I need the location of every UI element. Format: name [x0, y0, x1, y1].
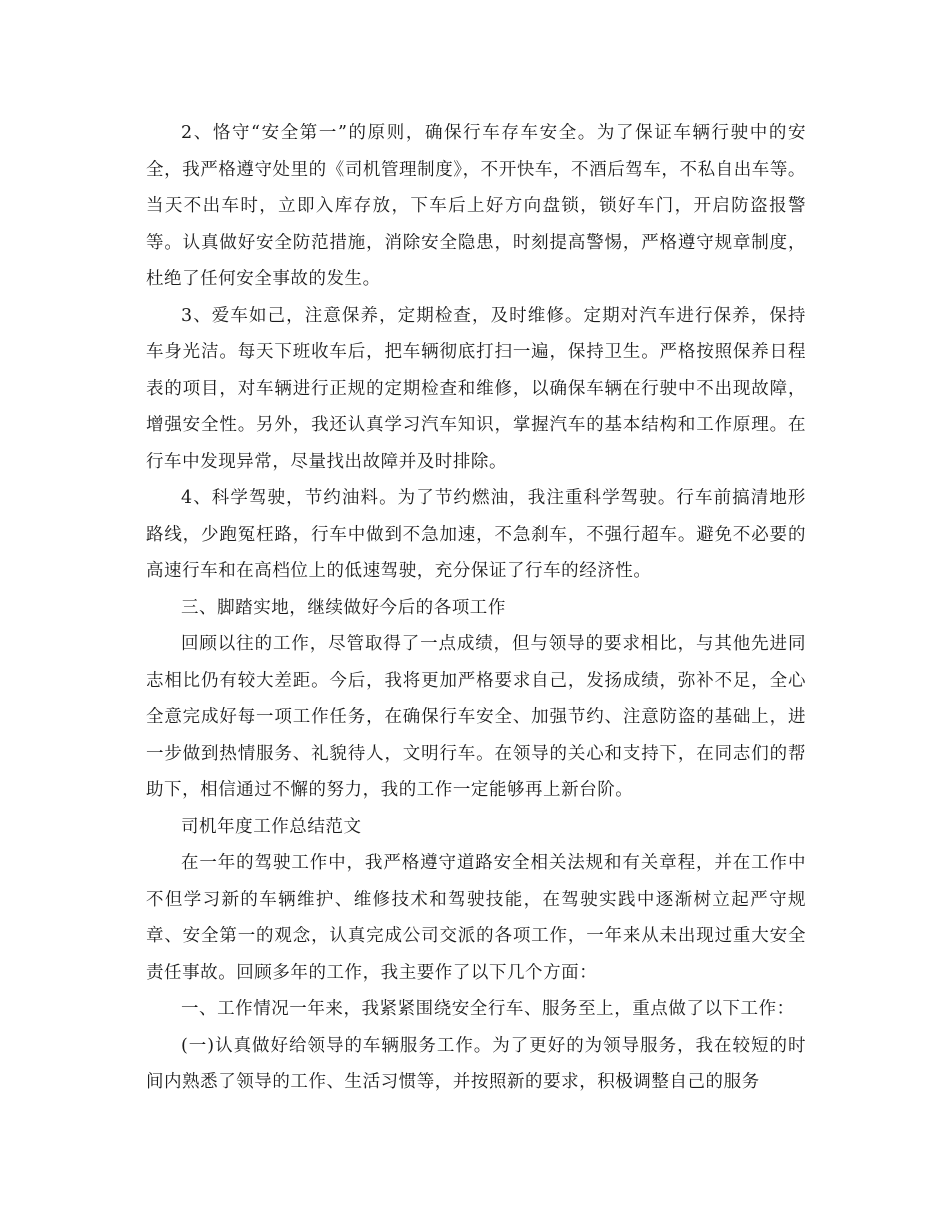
paragraph-safety-first: 2、恪守“安全第一”的原则，确保行车存车安全。为了保证车辆行驶中的安全，我严格遵守处里的《司机管理制度》，不开快车，不酒后驾车，不私自出车等。当天不出车时，立即入库存放，下车后上好方向盘锁，锁好车门，开启防盗报警等。认真做好安全防范措施，消除安全隐患，时刻提高警惕，严格遵守规章制度，杜绝了任何安全事故的发生。 [146, 123, 806, 289]
paragraph-intro: 在一年的驾驶工作中，我严格遵守道路安全相关法规和有关章程，并在工作中不但学习新的车辆维护、维修技术和驾驶技能，在驾驶实践中逐渐树立起严守规章、安全第一的观念，认真完成公司交派的各项工作，一年来从未出现过重大安全责任事故。回顾多年的工作，我主要作了以下几个方面： [146, 853, 806, 983]
section-heading-future-work: 三、脚踏实地，继续做好今后的各项工作 [181, 597, 506, 618]
section-heading-work-overview: 一、工作情况一年来，我紧紧围绕安全行车、服务至上，重点做了以下工作： [181, 999, 795, 1019]
document-title-annual-summary: 司机年度工作总结范文 [181, 816, 362, 837]
document-page [146, 115, 806, 1101]
paragraph-leader-service: (一)认真做好给领导的车辆服务工作。为了更好的为领导服务，我在较短的时间内熟悉了领导的工作、生活习惯等，并按照新的要求，积极调整自己的服务 [146, 1035, 806, 1092]
paragraph-vehicle-maintenance: 3、爱车如己，注意保养，定期检查，及时维修。定期对汽车进行保养，保持车身光洁。每天下班收车后，把车辆彻底打扫一遍，保持卫生。严格按照保养日程表的项目，对车辆进行正规的定期检查和维修，以确保车辆在行驶中不出现故障，增强安全性。另外，我还认真学习汽车知识，掌握汽车的基本结构和工作原理。在行车中发现异常，尽量找出故障并及时排除。 [146, 305, 806, 472]
paragraph-fuel-saving: 4、科学驾驶，节约油料。为了节约燃油，我注重科学驾驶。行车前搞清地形路线，少跑冤枉路，行车中做到不急加速，不急刹车，不强行超车。避免不必要的高速行车和在高档位上的低速驾驶，充分保证了行车的经济性。 [146, 488, 806, 581]
paragraph-review: 回顾以往的工作，尽管取得了一点成绩，但与领导的要求相比，与其他先进同志相比仍有较大差距。今后，我将更加严格要求自己，发扬成绩，弥补不足，全心全意完成好每一项工作任务，在确保行车安全、加强节约、注意防盗的基础上，进一步做到热情服务、礼貌待人，文明行车。在领导的关心和支持下，在同志们的帮助下，相信通过不懈的努力，我的工作一定能够再上新台阶。 [146, 634, 806, 800]
